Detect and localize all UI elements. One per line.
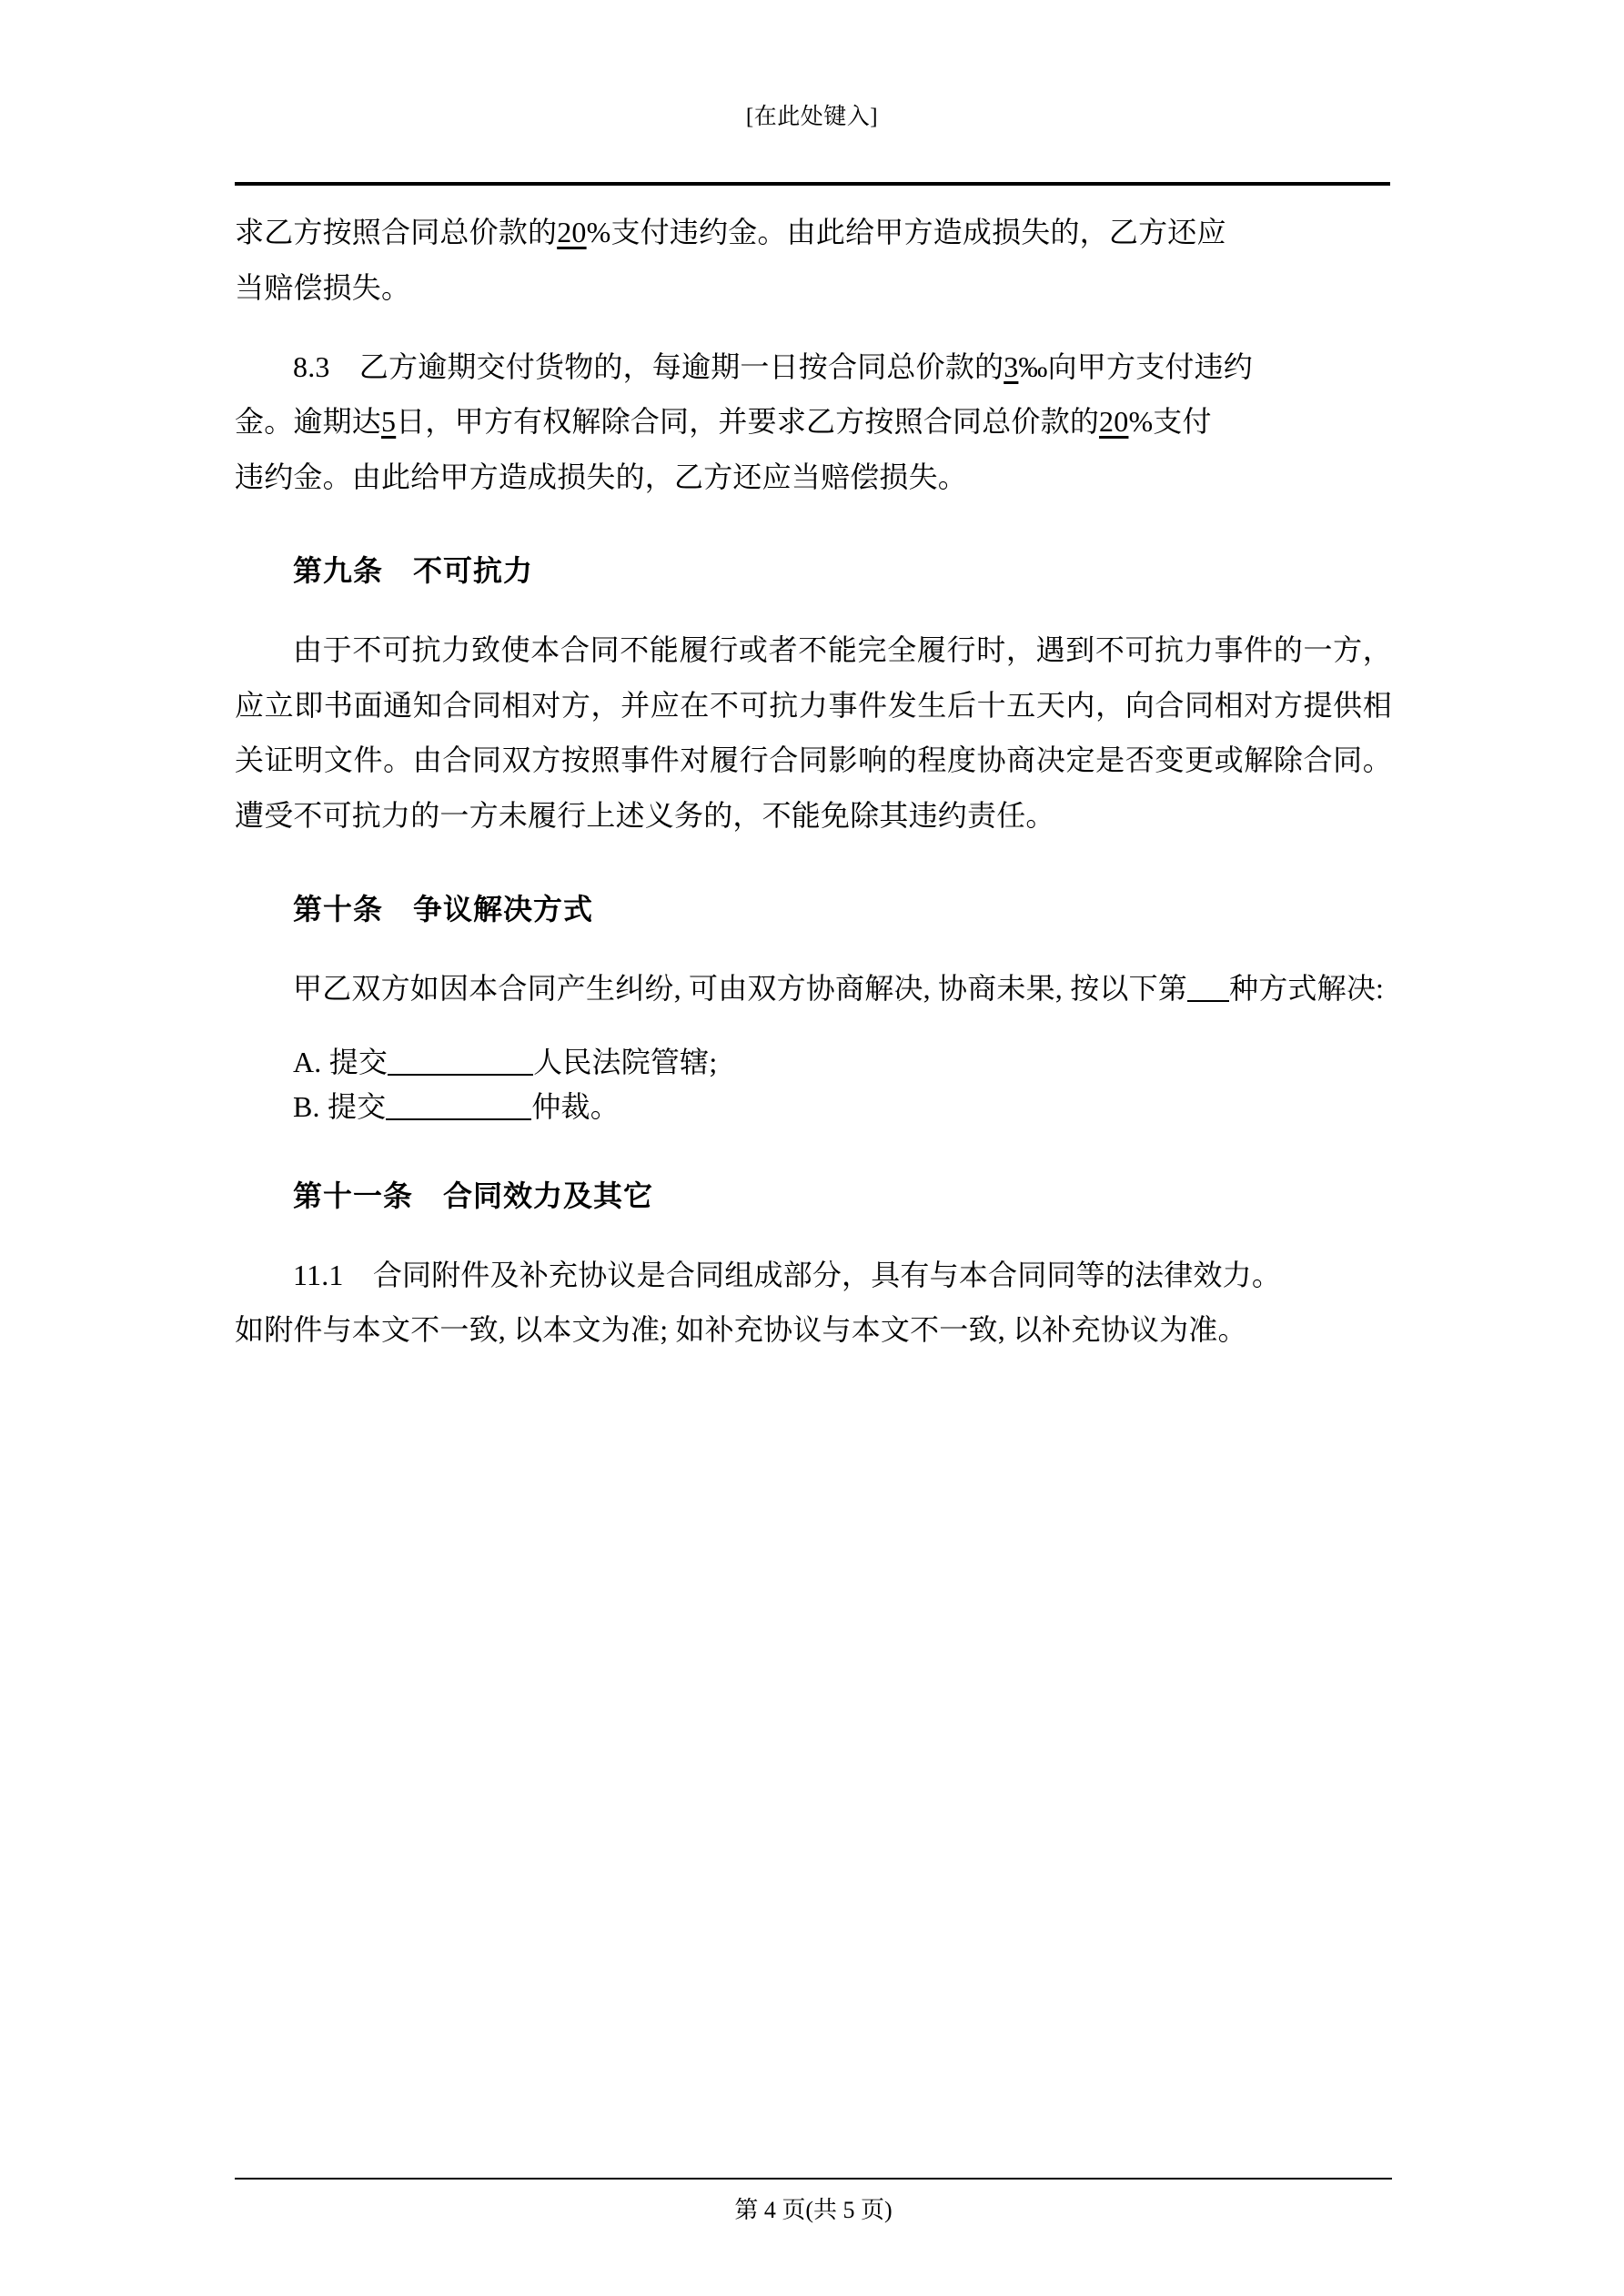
heading-article-11: 第十一条 合同效力及其它 bbox=[293, 1178, 654, 1212]
continuation-text-1: 求乙方按照合同总价款的 bbox=[235, 216, 558, 248]
overdue-days-value: 5 bbox=[381, 405, 397, 439]
article-10-text-a: 甲乙双方如因本合同产生纠纷, 可由双方协商解决, 协商未果, 按以下第 bbox=[293, 971, 1188, 1005]
header-divider bbox=[235, 182, 1390, 186]
list-item-a bbox=[235, 1040, 1392, 1086]
page-footer: 第 4 页(共 5 页) bbox=[734, 2197, 893, 2223]
arbitration-blank[interactable] bbox=[386, 1091, 531, 1120]
paragraph-continuation-line2: 当赔偿损失。 bbox=[235, 270, 411, 304]
clause-8-3 bbox=[235, 339, 1392, 395]
dispute-option-blank[interactable] bbox=[1187, 973, 1229, 1002]
list-item-a-text-1: A. 提交 bbox=[293, 1045, 388, 1078]
daily-penalty-value: 3 bbox=[1004, 349, 1019, 383]
clause-8-3-text-b: ‰向甲方支付违约 bbox=[1018, 349, 1254, 383]
clause-8-3-text-d: 日，甲方有权解除合同，并要求乙方按照合同总价款的 bbox=[396, 405, 1100, 439]
continuation-text-2: %支付违约金。由此给甲方造成损失的，乙方还应 bbox=[586, 216, 1226, 248]
paragraph-article-10 bbox=[235, 961, 1392, 1017]
list-item-b bbox=[235, 1085, 1392, 1130]
clause-8-3-text-c: 金。逾期达 bbox=[235, 405, 382, 439]
clause-8-3-text-e: %支付 bbox=[1128, 405, 1212, 439]
termination-penalty-value: 20 bbox=[1099, 405, 1129, 439]
clause-8-3-text-a: 8.3 乙方逾期交付货物的，每逾期一日按合同总价款的 bbox=[293, 349, 1004, 383]
footer-divider bbox=[235, 2178, 1392, 2180]
paragraph-continuation bbox=[235, 205, 1392, 260]
list-item-b-text-1: B. 提交 bbox=[293, 1090, 387, 1124]
clause-8-3-line2 bbox=[235, 394, 1392, 450]
heading-article-10: 第十条 争议解决方式 bbox=[293, 892, 594, 925]
list-item-b-text-2: 仲裁。 bbox=[531, 1090, 620, 1124]
court-blank[interactable] bbox=[388, 1047, 533, 1076]
document-body bbox=[235, 205, 1392, 1358]
page-header: [在此处键入] bbox=[745, 105, 879, 129]
penalty-percent-value: 20 bbox=[557, 216, 587, 248]
clause-11-1-line1: 11.1 合同附件及补充协议是合同组成部分，具有与本合同同等的法律效力。 bbox=[293, 1258, 1282, 1291]
clause-8-3-line3: 违约金。由此给甲方造成损失的，乙方还应当赔偿损失。 bbox=[235, 460, 968, 494]
article-10-text-b: 种方式解决: bbox=[1229, 971, 1385, 1005]
clause-11-1-line2: 如附件与本文不一致, 以本文为准; 如补充协议与本文不一致, 以补充协议为准。 bbox=[235, 1313, 1247, 1347]
heading-article-9: 第九条 不可抗力 bbox=[293, 553, 534, 587]
list-item-a-text-2: 人民法院管辖; bbox=[533, 1045, 718, 1078]
paragraph-article-9: 由于不可抗力致使本合同不能履行或者不能完全履行时，遇到不可抗力事件的一方，应立即书面通知合同相对方，并应在不可抗力事件发生后十五天内，向合同相对方提供相关证明文件。由合同双方按照事件对履行合同影响的程度协商决定是否变更或解除合同。遭受不可抗力的一方未履行上述义务的，不能免除其违约责任。 bbox=[235, 632, 1392, 833]
